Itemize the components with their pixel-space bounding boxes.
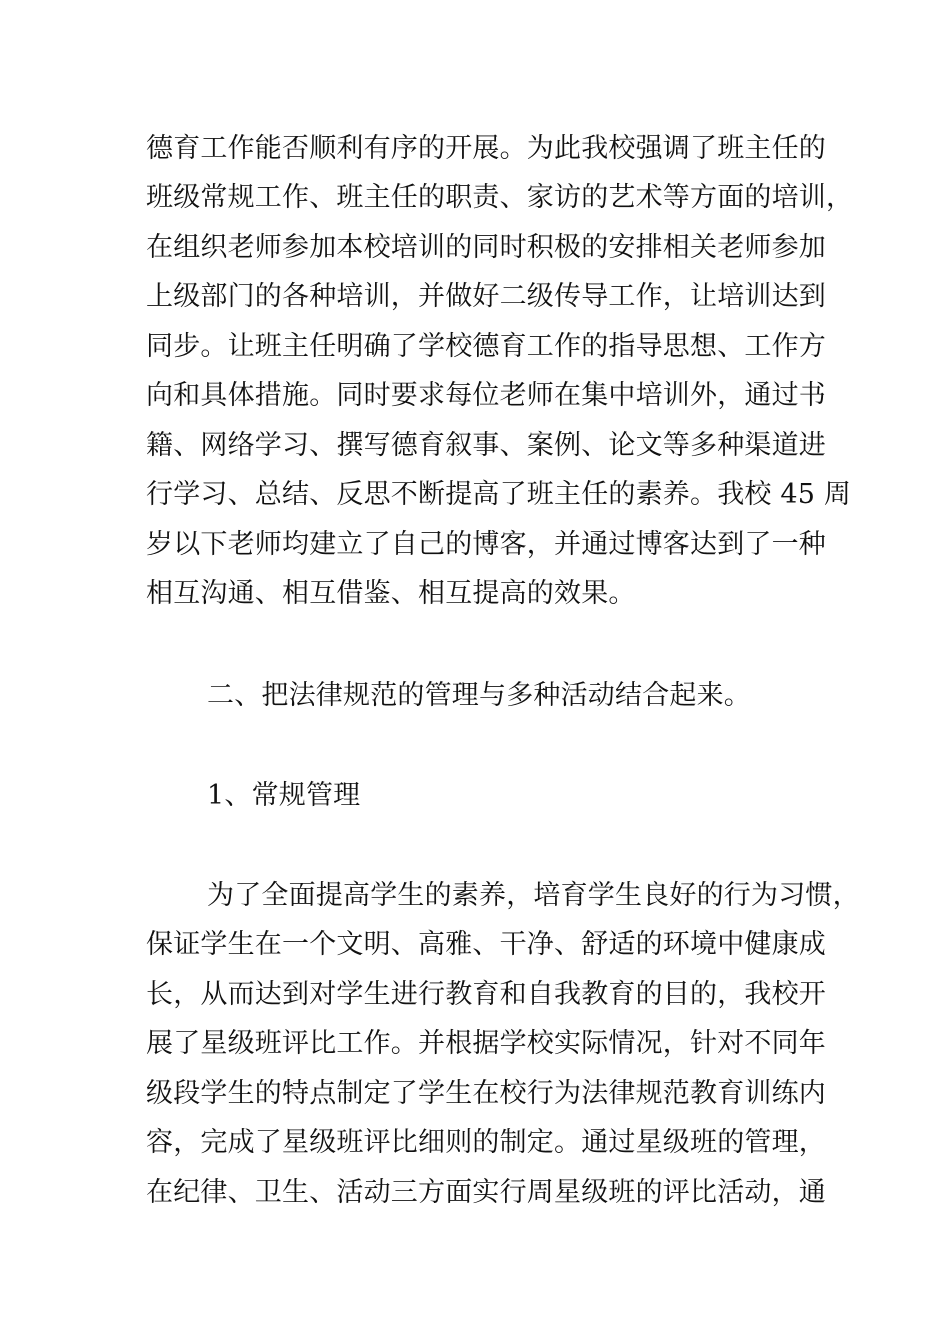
text-line: 相互沟通、相互借鉴、相互提高的效果。 [146,578,636,609]
text-line: 在组织老师参加本校培训的同时积极的安排相关老师参加 [146,232,826,263]
text-line: 保证学生在一个文明、高雅、干净、舒适的环境中健康成 [146,929,826,960]
text-line: 行学习、总结、反思不断提高了班主任的素养。我校 45 周 [146,479,852,510]
text-line: 岁以下老师均建立了自己的博客，并通过博客达到了一种 [146,529,826,560]
text-line: 为了全面提高学生的素养，培育学生良好的行为习惯， [207,880,860,911]
section-heading: 二、把法律规范的管理与多种活动结合起来。 [207,680,751,711]
text-line: 班级常规工作、班主任的职责、家访的艺术等方面的培训， [146,182,854,213]
text-line: 同步。让班主任明确了学校德育工作的指导思想、工作方 [146,331,826,362]
text-line: 籍、网络学习、撰写德育叙事、案例、论文等多种渠道进 [146,430,826,461]
text-line: 容，完成了星级班评比细则的制定。通过星级班的管理， [146,1127,826,1158]
text-line: 上级部门的各种培训，并做好二级传导工作，让培训达到 [146,281,826,312]
text-line: 级段学生的特点制定了学生在校行为法律规范教育训练内 [146,1078,826,1109]
text-line: 展了星级班评比工作。并根据学校实际情况，针对不同年 [146,1028,826,1059]
text-line: 德育工作能否顺利有序的开展。为此我校强调了班主任的 [146,133,826,164]
subsection-heading: 1、常规管理 [207,780,361,811]
text-line: 长，从而达到对学生进行教育和自我教育的目的，我校开 [146,979,826,1010]
text-line: 向和具体措施。同时要求每位老师在集中培训外，通过书 [146,380,826,411]
text-line: 在纪律、卫生、活动三方面实行周星级班的评比活动，通 [146,1177,826,1208]
